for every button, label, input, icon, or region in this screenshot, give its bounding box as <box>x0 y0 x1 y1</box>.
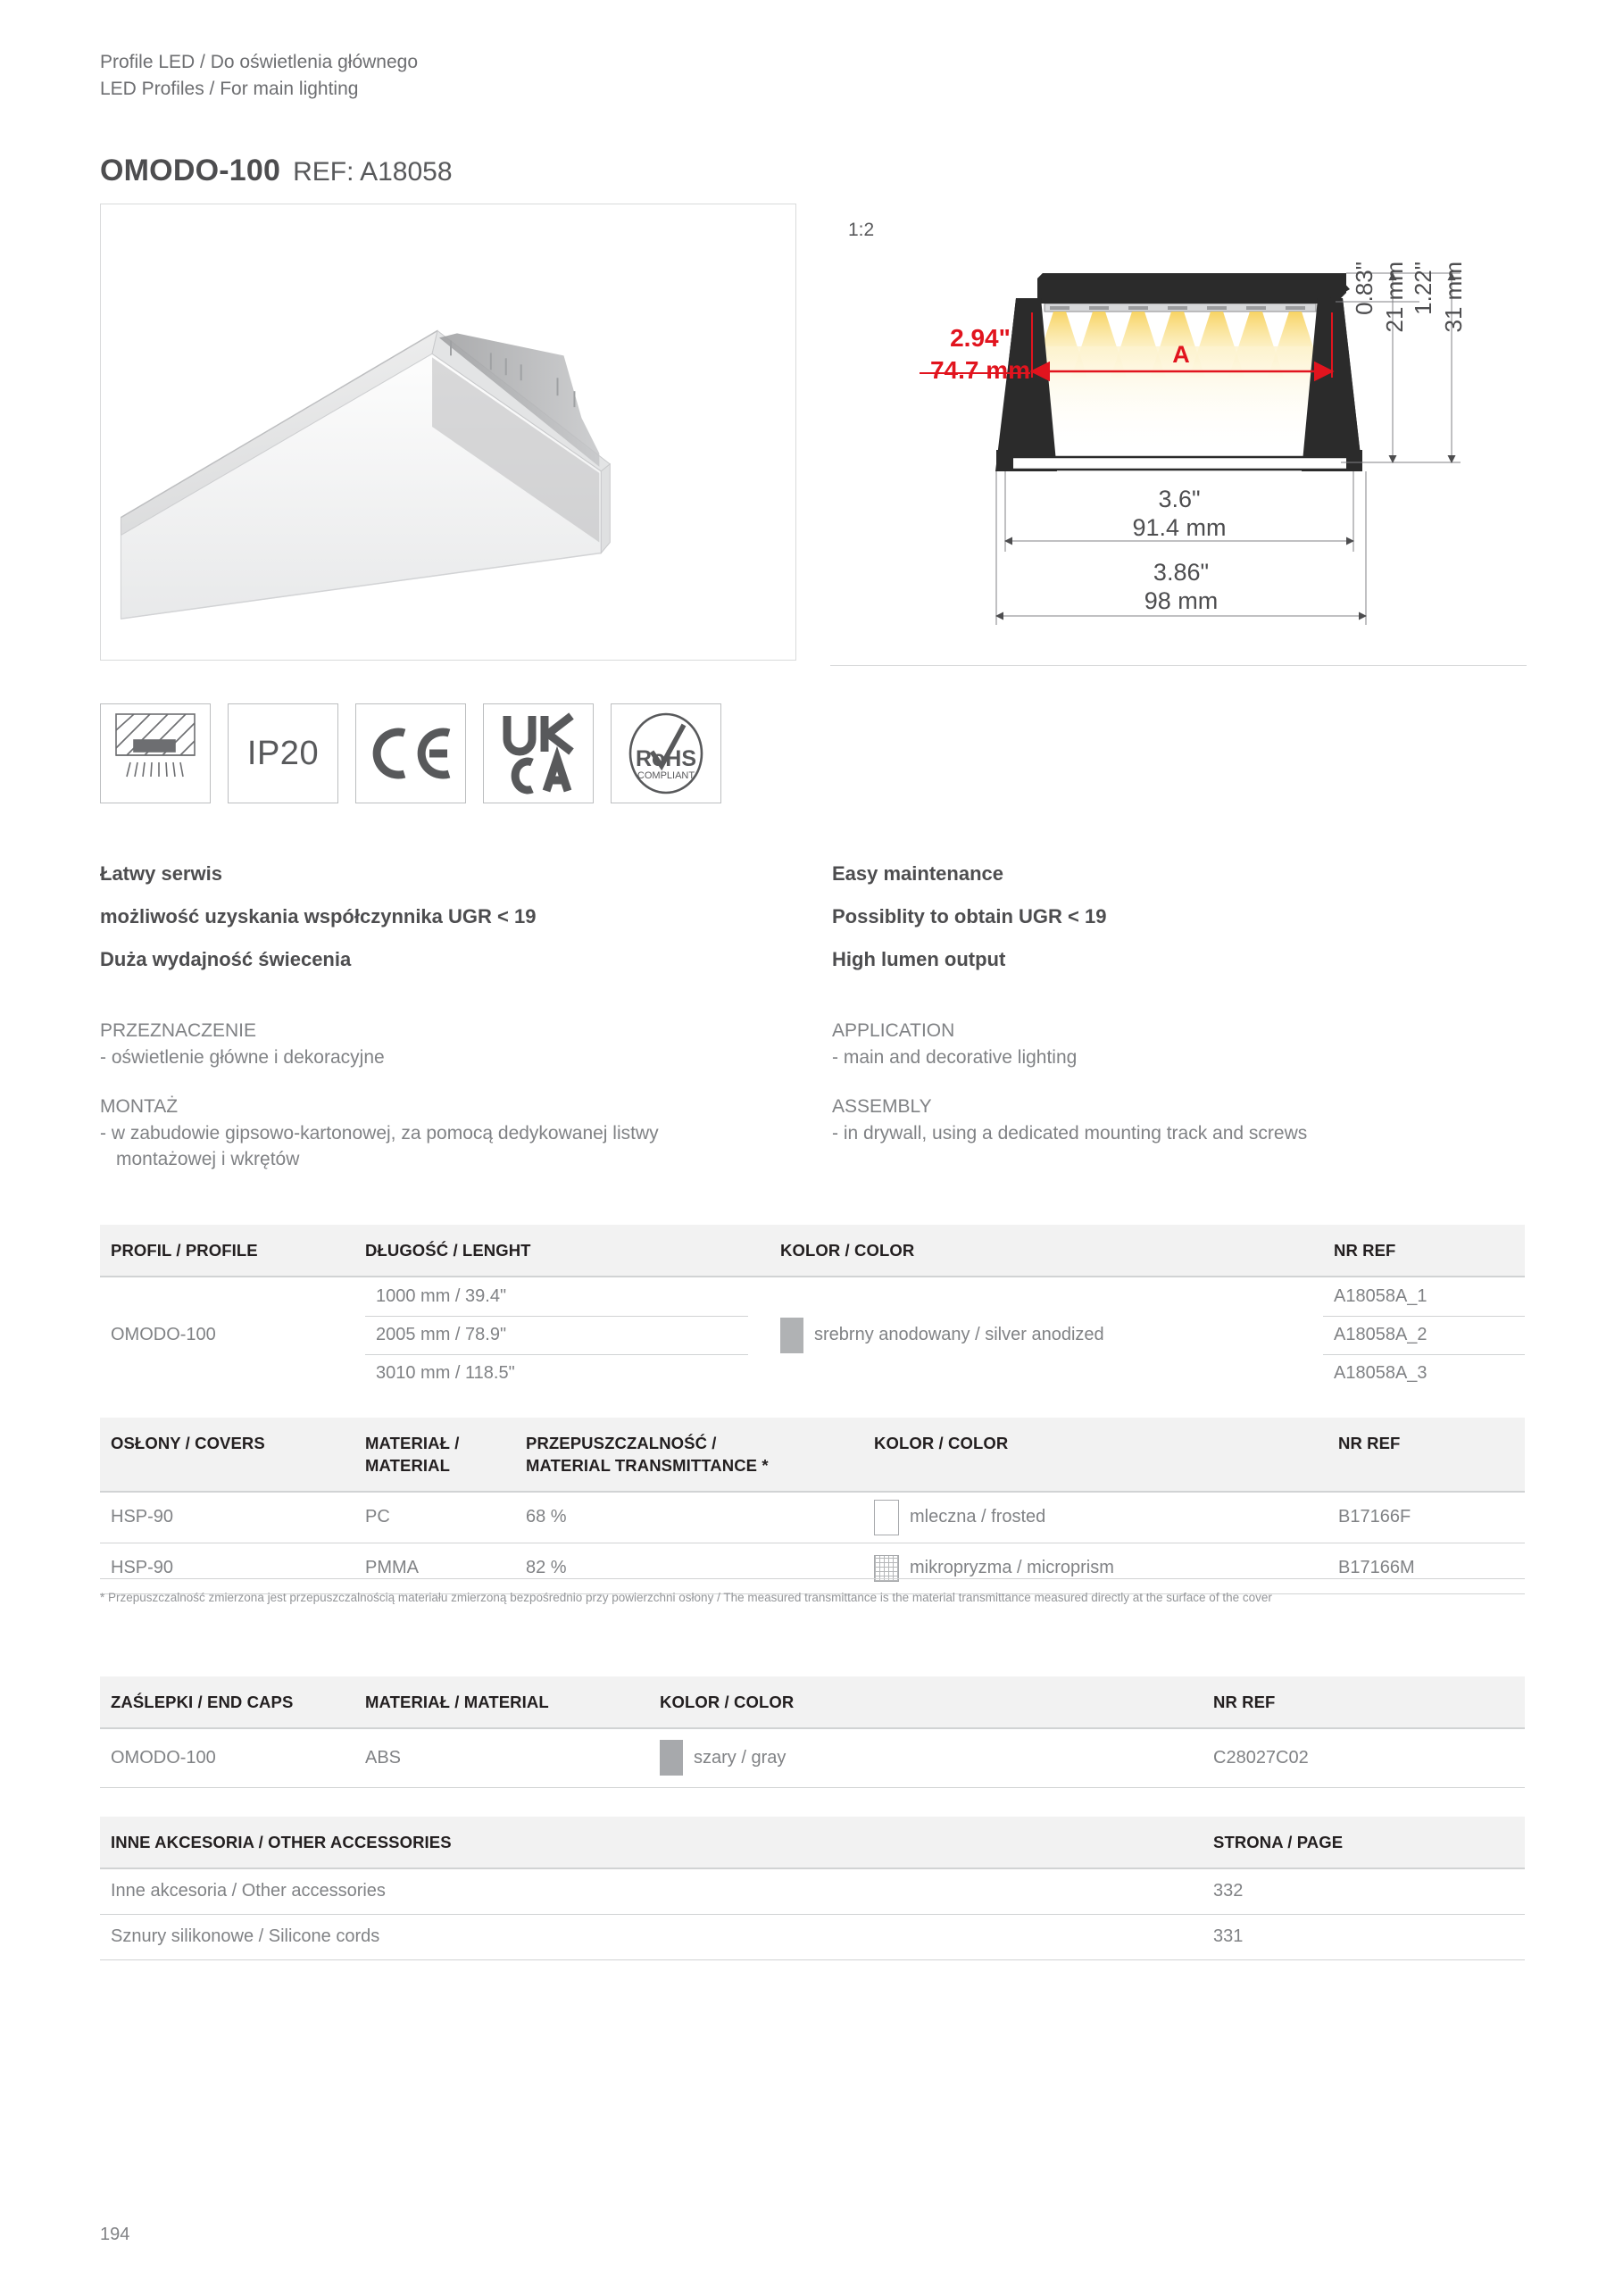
profile-name-cell: OMODO-100 <box>111 1325 216 1344</box>
purpose-item-pl: - oświetlenie główne i dekoracyjne <box>100 1047 385 1068</box>
cover-material-1: PC <box>354 1492 515 1543</box>
covers-table <box>100 1418 1525 1594</box>
svg-text:RoHS: RoHS <box>635 746 697 771</box>
endcap-color-1 <box>649 1728 1203 1787</box>
table-row <box>100 1728 1525 1787</box>
th-endcap-color: KOLOR / COLOR <box>649 1676 1203 1728</box>
profile-table-header-row <box>100 1225 1525 1277</box>
th-cover-color <box>863 1418 1328 1492</box>
endcaps-table <box>100 1676 1525 1788</box>
length-subtable <box>365 1277 748 1393</box>
product-name: OMODO-100 <box>100 154 281 187</box>
th-cover-material-l2: MATERIAL <box>365 1456 450 1475</box>
purpose-item-en: - main and decorative lighting <box>832 1047 1078 1068</box>
th-endcap-ref: NR REF <box>1203 1676 1525 1728</box>
table-row[interactable] <box>100 1868 1525 1914</box>
svg-text:COMPLIANT: COMPLIANT <box>637 770 695 781</box>
list-item <box>365 1277 748 1316</box>
th-ref: NR REF <box>1323 1225 1525 1277</box>
purpose-heading-pl: PRZEZNACZENIE <box>100 1020 257 1041</box>
feature-pl-2: możliwość uzyskania współczynnika UGR < 19 <box>100 905 537 928</box>
cover-color-label-2: mikropryzma / microprism <box>910 1558 1114 1577</box>
cover-transmittance-2: 82 % <box>515 1543 863 1593</box>
th-endcap-material: MATERIAŁ / MATERIAL <box>354 1676 649 1728</box>
application-en <box>832 1018 1528 1172</box>
recessed-drywall-icon <box>100 703 211 803</box>
endcap-ref-1: C28027C02 <box>1203 1728 1525 1787</box>
dim-left-inch: 2.94" <box>950 324 1011 352</box>
th-covers <box>100 1418 354 1492</box>
th-cover-ref <box>1328 1418 1525 1492</box>
ip20-icon <box>228 703 338 803</box>
feature-en-3: High lumen output <box>832 948 1006 970</box>
th-profile: PROFIL / PROFILE <box>100 1225 354 1277</box>
th-transmittance-l2: MATERIAL TRANSMITTANCE * <box>526 1456 769 1475</box>
length-3: 3010 mm / 118.5" <box>376 1363 515 1384</box>
th-cover-ref-l1: NR REF <box>1338 1434 1401 1452</box>
endcap-name-1: OMODO-100 <box>100 1728 354 1787</box>
accessory-page-1[interactable]: 332 <box>1203 1868 1525 1914</box>
dim-label-a: A <box>1172 341 1190 368</box>
accessory-page-2[interactable]: 331 <box>1203 1914 1525 1959</box>
purpose-heading-en: APPLICATION <box>832 1020 955 1041</box>
certification-icons <box>100 703 721 803</box>
th-endcaps: ZAŚLEPKI / END CAPS <box>100 1676 354 1728</box>
color-swatch-frosted <box>874 1500 899 1535</box>
accessory-name-1[interactable]: Inne akcesoria / Other accessories <box>100 1868 1203 1914</box>
th-color: KOLOR / COLOR <box>770 1225 1323 1277</box>
endcap-material-1: ABS <box>354 1728 649 1787</box>
color-swatch-gray <box>660 1740 683 1776</box>
table-row <box>100 1492 1525 1543</box>
features-section <box>100 853 1528 981</box>
ref-1: A18058A_1 <box>1323 1277 1525 1316</box>
cover-name-1: HSP-90 <box>100 1492 354 1543</box>
feature-pl-1: Łatwy serwis <box>100 862 222 885</box>
dim-h1-inch: 0.83" <box>1351 262 1377 315</box>
length-2: 2005 mm / 78.9" <box>365 1316 748 1354</box>
th-transmittance <box>515 1418 863 1492</box>
dim-h1-mm: 21 mm <box>1381 262 1408 333</box>
dim-bot-inch: 3.86" <box>1153 559 1210 586</box>
feature-pl-3: Duża wydajność świecenia <box>100 948 352 970</box>
accessories-table-header-row <box>100 1817 1525 1868</box>
breadcrumb-line-en: LED Profiles / For main lighting <box>100 79 359 99</box>
dim-mid-mm: 91.4 mm <box>1132 514 1227 541</box>
endcap-color-label-1: szary / gray <box>694 1747 787 1768</box>
product-photo-illustration <box>101 204 795 660</box>
list-item <box>1323 1277 1525 1316</box>
ukca-mark-icon <box>483 703 594 803</box>
breadcrumb-line-pl: Profile LED / Do oświetlenia głównego <box>100 52 419 72</box>
th-cover-color-l1: KOLOR / COLOR <box>874 1434 1009 1452</box>
length-1: 1000 mm / 39.4" <box>365 1277 748 1316</box>
assembly-heading-pl: MONTAŻ <box>100 1096 179 1117</box>
dim-bot-mm: 98 mm <box>1144 587 1219 614</box>
page-title <box>100 154 453 188</box>
profile-color-cell <box>770 1277 1323 1393</box>
application-section <box>100 1018 1528 1172</box>
dim-h2-inch: 1.22" <box>1410 262 1436 315</box>
breadcrumb <box>100 49 418 103</box>
cover-transmittance-1: 68 % <box>515 1492 863 1543</box>
ref-subtable <box>1323 1277 1525 1393</box>
feature-en-2: Possiblity to obtain UGR < 19 <box>832 905 1107 928</box>
page-number: 194 <box>100 2225 130 2244</box>
th-cover-material <box>354 1418 515 1492</box>
product-ref: REF: A18058 <box>293 157 453 187</box>
feature-en-1: Easy maintenance <box>832 862 1003 885</box>
assembly-item-pl-line2: montażowej i wkrętów <box>116 1149 300 1169</box>
list-item <box>1323 1354 1525 1393</box>
th-transmittance-l1: PRZEPUSZCZALNOŚĆ / <box>526 1434 717 1452</box>
th-page: STRONA / PAGE <box>1203 1817 1525 1868</box>
table-row[interactable] <box>100 1914 1525 1959</box>
rohs-compliant-icon <box>611 703 721 803</box>
ref-2: A18058A_2 <box>1323 1316 1525 1354</box>
list-item <box>365 1354 748 1393</box>
assembly-heading-en: ASSEMBLY <box>832 1096 932 1117</box>
th-accessories: INNE AKCESORIA / OTHER ACCESSORIES <box>100 1817 1203 1868</box>
technical-drawing <box>830 204 1527 666</box>
covers-table-header-row <box>100 1418 1525 1492</box>
cover-ref-2: B17166M <box>1328 1543 1525 1593</box>
cover-color-1 <box>863 1492 1328 1543</box>
ref-3: A18058A_3 <box>1334 1363 1427 1384</box>
ip20-label: IP20 <box>246 734 320 772</box>
cover-ref-1: B17166F <box>1328 1492 1525 1543</box>
th-covers-l1: OSŁONY / COVERS <box>111 1434 265 1452</box>
assembly-item-en-line1: - in drywall, using a dedicated mounting track and screws <box>832 1123 1308 1144</box>
dim-mid-inch: 3.6" <box>1158 486 1201 512</box>
ce-mark-icon <box>355 703 466 803</box>
th-length: DŁUGOŚĆ / LENGHT <box>354 1225 770 1277</box>
table-row <box>100 1277 1525 1393</box>
list-item <box>1323 1316 1525 1354</box>
cross-section-drawing <box>830 204 1527 659</box>
th-cover-material-l1: MATERIAŁ / <box>365 1434 460 1452</box>
profile-table <box>100 1225 1525 1393</box>
cover-color-label-1: mleczna / frosted <box>910 1507 1046 1527</box>
application-pl <box>100 1018 832 1172</box>
color-swatch-microprism <box>874 1555 899 1582</box>
accessories-table <box>100 1817 1525 1960</box>
drawing-scale-label: 1:2 <box>848 220 875 240</box>
assembly-item-pl-line1: - w zabudowie gipsowo-kartonowej, za pomocą dedykowanej listwy <box>100 1123 659 1144</box>
transmittance-footnote: * Przepuszczalność zmierzona jest przepuszczalnością materiału zmierzoną bezpośrednio przy powierzchni osłony / The measured transmittance is the material transmittance measured directly at the surface of the cover <box>100 1578 1525 1606</box>
cover-material-2: PMMA <box>354 1543 515 1593</box>
product-photo <box>100 204 796 661</box>
accessory-name-2[interactable]: Sznury silikonowe / Silicone cords <box>100 1914 1203 1959</box>
dim-left-mm: 74.7 mm <box>929 356 1031 384</box>
profile-color-label: srebrny anodowany / silver anodized <box>814 1325 1104 1344</box>
endcaps-table-header-row <box>100 1676 1525 1728</box>
dim-h2-mm: 31 mm <box>1440 262 1467 333</box>
cover-name-2: HSP-90 <box>100 1543 354 1593</box>
list-item <box>365 1316 748 1354</box>
color-swatch-silver-anodized <box>780 1318 803 1353</box>
